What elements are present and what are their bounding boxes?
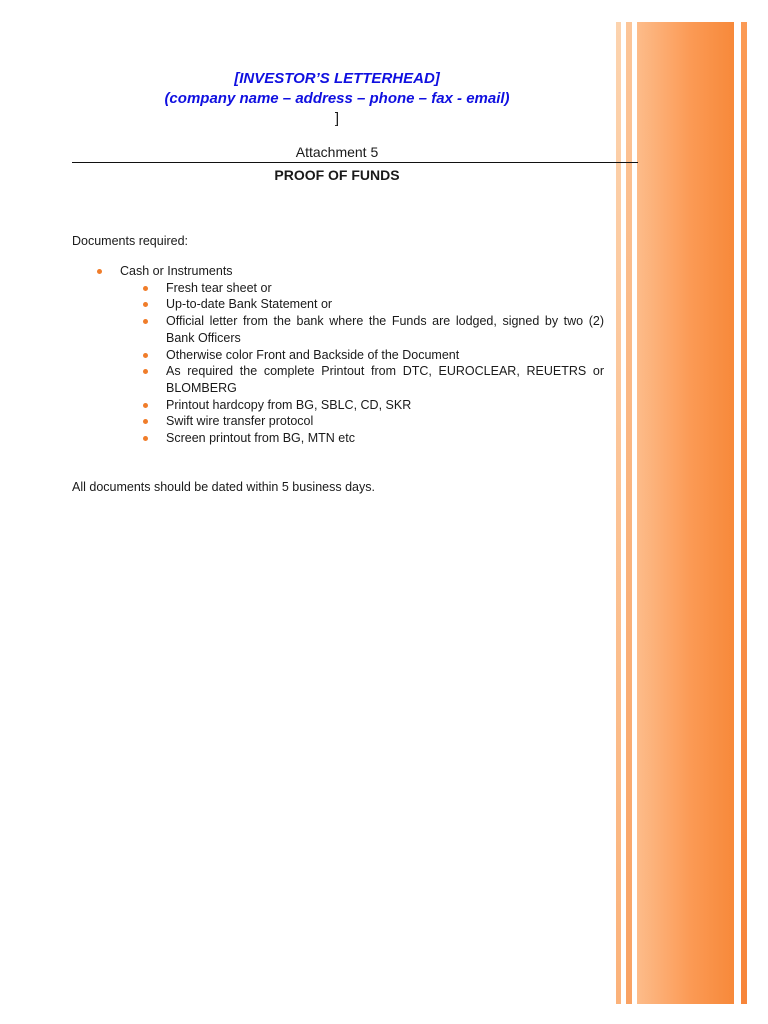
list-item <box>72 347 604 364</box>
list-item <box>72 296 604 313</box>
letterhead-subtitle: (company name – address – phone – fax - email) <box>164 90 510 107</box>
list-item-text: Swift wire transfer protocol <box>166 414 314 429</box>
list-item <box>72 413 604 430</box>
document-title: PROOF OF FUNDS <box>274 167 400 183</box>
bullet-icon <box>143 319 148 324</box>
list-item-text: Otherwise color Front and Backside of the Document <box>166 347 460 362</box>
decor-band-orange <box>637 22 734 1004</box>
bullet-icon <box>143 403 148 408</box>
documents-required-label: Documents required: <box>72 234 189 248</box>
bullet-icon <box>143 286 148 291</box>
list-item <box>72 280 604 297</box>
bullet-icon <box>143 302 148 307</box>
decor-stripe-thin-3 <box>741 22 747 1004</box>
bullet-icon <box>143 353 148 358</box>
list-item-text: Screen printout from BG, MTN etc <box>166 431 355 446</box>
list-item <box>72 430 604 447</box>
list-item <box>72 313 604 346</box>
list-item-text: Official letter from the bank where the Funds are lodged, signed by two (2) Bank Officers <box>166 314 604 345</box>
list-item-text: Printout hardcopy from BG, SBLC, CD, SKR <box>166 397 412 412</box>
bullet-icon <box>143 436 148 441</box>
list-item <box>72 397 604 414</box>
list-item-text: Fresh tear sheet or <box>166 280 272 295</box>
list-item-text: Cash or Instruments <box>120 264 233 278</box>
requirements-list <box>72 263 604 447</box>
bullet-icon <box>143 419 148 424</box>
list-item <box>72 263 604 280</box>
letterhead-title: [INVESTOR’S LETTERHEAD] <box>234 70 440 87</box>
list-item-text: As required the complete Printout from DTC, EUROCLEAR, REUETRS or BLOMBERG <box>166 364 604 395</box>
list-item <box>72 363 604 396</box>
decor-stripe-thin-2 <box>626 22 632 1004</box>
closing-note: All documents should be dated within 5 business days. <box>72 480 375 494</box>
bullet-icon <box>97 269 102 274</box>
bullet-icon <box>143 369 148 374</box>
attachment-label: Attachment 5 <box>295 144 379 160</box>
list-item-text: Up-to-date Bank Statement or <box>166 297 333 312</box>
decor-stripe-thin-1 <box>616 22 621 1004</box>
header-rule <box>72 162 638 163</box>
letterhead-bracket: ] <box>334 110 340 127</box>
